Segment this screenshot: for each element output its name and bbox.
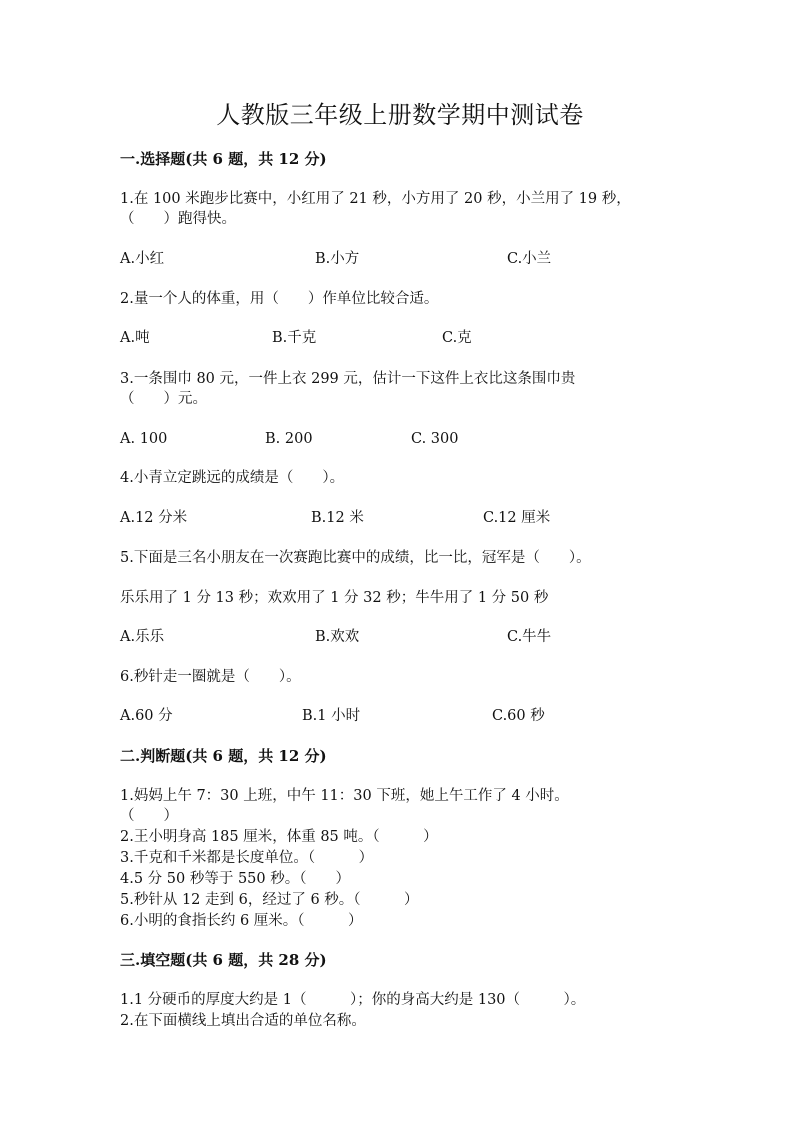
question-1-option-b: B.小方 [315,251,360,267]
judgement-item: 6.小明的食指长约 6 厘米。（ ） [120,913,363,929]
question-4-option-b: B.12 米 [311,510,364,526]
question-3-option-c: C. 300 [411,431,459,447]
fill-in-item: 2.在下面横线上填出合适的单位名称。 [120,1013,366,1029]
question-6-option-b: B.1 小时 [302,708,361,724]
question-3-text: 3.一条围巾 80 元，一件上衣 299 元，估计一下这件上衣比这条围巾贵 [120,371,576,387]
question-6-text: 6.秒针走一圈就是（ ）。 [120,669,301,685]
question-6-option-c: C.60 秒 [492,708,545,724]
question-5-text: 5.下面是三名小朋友在一次赛跑比赛中的成绩，比一比，冠军是（ ）。 [120,550,591,566]
question-5-option-a: A.乐乐 [120,629,165,645]
judgement-item: 3.千克和千米都是长度单位。（ ） [120,850,374,866]
question-4-text: 4.小青立定跳远的成绩是（ ）。 [120,470,345,486]
question-5-info: 乐乐用了 1 分 13 秒；欢欢用了 1 分 32 秒；牛牛用了 1 分 50 秒 [120,590,549,606]
question-1-option-a: A.小红 [120,251,165,267]
page-title: 人教版三年级上册数学期中测试卷 [216,101,584,129]
question-1-option-c: C.小兰 [507,251,552,267]
question-4-option-a: A.12 分米 [120,510,188,526]
question-4-option-c: C.12 厘米 [483,510,551,526]
question-3-option-b: B. 200 [265,431,313,447]
question-6-option-a: A.60 分 [120,708,173,724]
question-3-option-a: A. 100 [120,431,168,447]
question-2-option-c: C.克 [442,330,472,346]
question-5-option-c: C.牛牛 [507,629,552,645]
question-1-text-cont: （ ）跑得快。 [120,211,236,227]
question-1-text: 1.在 100 米跑步比赛中，小红用了 21 秒，小方用了 20 秒，小兰用了 19 秒， [120,191,631,207]
question-2-text: 2.量一个人的体重，用（ ）作单位比较合适。 [120,291,439,307]
question-2-option-a: A.吨 [120,330,150,346]
question-5-option-b: B.欢欢 [315,629,360,645]
judgement-item: 5.秒针从 12 走到 6，经过了 6 秒。（ ） [120,892,419,908]
section-heading-choice: 一.选择题(共 6 题，共 12 分) [120,150,327,168]
section-heading-judgement: 二.判断题(共 6 题，共 12 分) [120,747,327,765]
question-3-text-cont: （ ）元。 [120,391,207,407]
question-2-option-b: B.千克 [272,330,317,346]
judgement-item: 4.5 分 50 秒等于 550 秒。（ ） [120,871,350,887]
judgement-item: 1.妈妈上午 7：30 上班，中午 11：30 下班，她上午工作了 4 小时。 [120,788,569,804]
judgement-item: 2.王小明身高 185 厘米，体重 85 吨。（ ） [120,829,438,845]
judgement-item: （ ） [120,808,178,824]
fill-in-item: 1.1 分硬币的厚度大约是 1（ ）；你的身高大约是 130（ ）。 [120,992,586,1008]
section-heading-fill-in: 三.填空题(共 6 题，共 28 分) [120,951,327,969]
